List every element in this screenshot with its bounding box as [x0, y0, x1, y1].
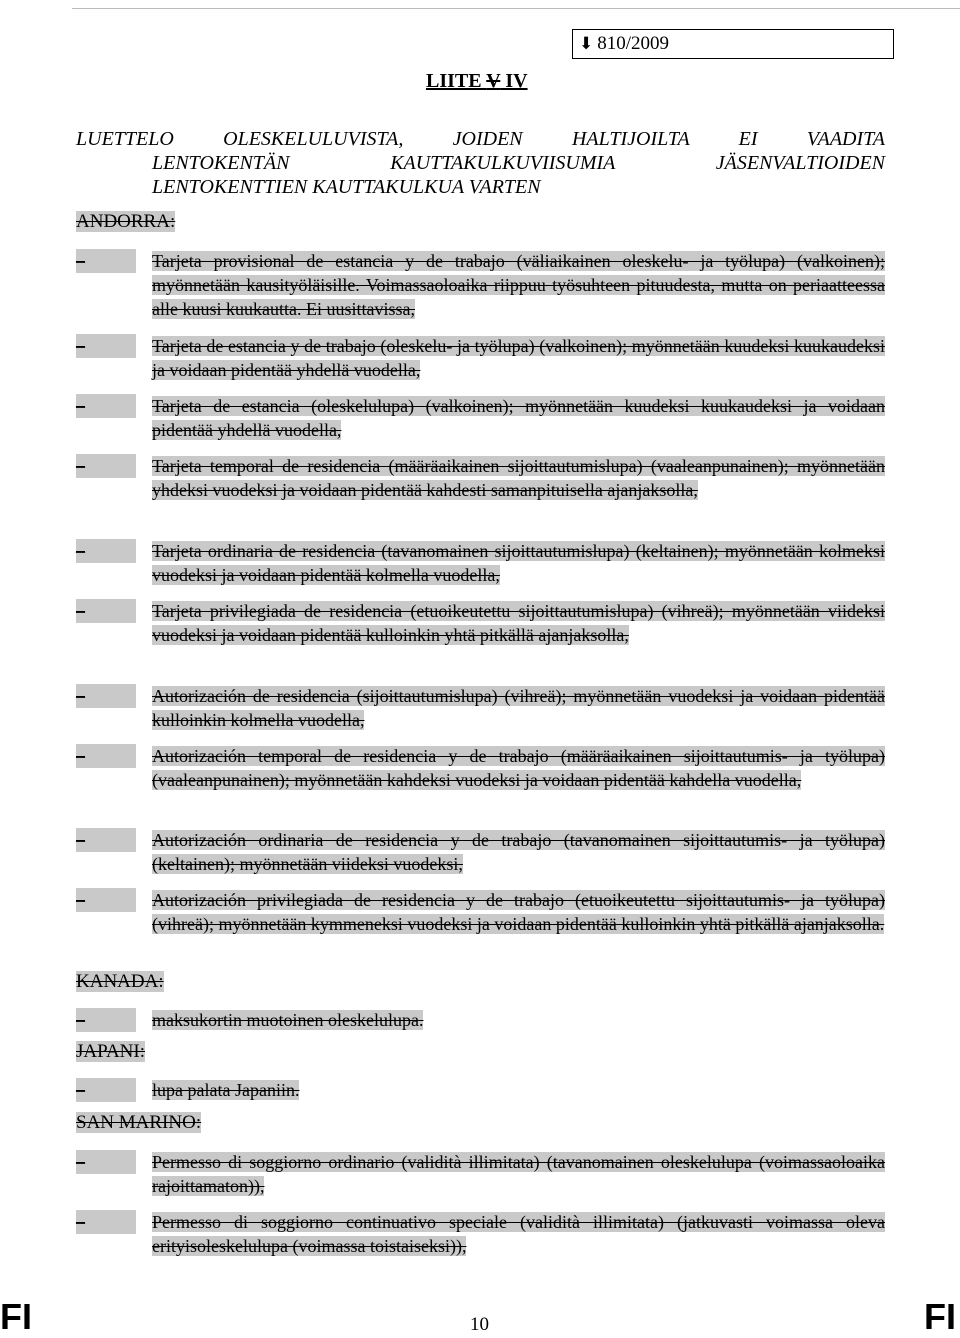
list-item [76, 454, 885, 502]
document-title [76, 127, 885, 199]
annex-title [426, 70, 528, 93]
annex-number: IV [500, 70, 528, 92]
footer-language-left: FI [0, 1296, 32, 1337]
dash-bullet: – [76, 249, 136, 273]
item-text: lupa palata Japaniin. [152, 1080, 300, 1100]
list-item [76, 249, 885, 321]
document-reference: 810/2009 [597, 33, 670, 54]
page-number: 10 [470, 1314, 489, 1335]
dash-bullet: – [76, 744, 136, 768]
list-item [76, 1210, 885, 1258]
item-text: Autorización temporal de residencia y de trabajo (määräaikainen sijoittautumis- ja työlupa) (vaaleanpunainen); myönnetään kahdeksi vuodeksi ja voidaan pidentää kahdella vuodella, [152, 746, 885, 790]
item-text: Permesso di soggiorno ordinario (validità illimitata) (tavanomainen oleskelulupa (voimassaoloaika rajoittamaton)), [152, 1152, 885, 1196]
title-line-2: LENTOKENTÄN KAUTTAKULKUVIISUMIA JÄSENVALTIOIDEN [152, 152, 885, 174]
dash-bullet: – [76, 599, 136, 623]
list-item [76, 394, 885, 442]
list-item [76, 1078, 885, 1102]
item-text: Tarjeta provisional de estancia y de trabajo (väliaikainen oleskelu- ja työlupa) (valkoinen); myönnetään kausityöläisille. Voimassaoloaika riippuu työsuhteen pituudesta, mutta on periaatteessa alle kuusi kuukautta. Ei uusittavissa, [152, 251, 885, 319]
dash-bullet: – [76, 1078, 136, 1102]
annex-struck-number: V [486, 70, 501, 92]
title-line-3: LENTOKENTTIEN KAUTTAKULKUA VARTEN [152, 176, 541, 198]
list-item [76, 599, 885, 647]
dash-bullet: – [76, 394, 136, 418]
item-text: Tarjeta de estancia (oleskelulupa) (valkoinen); myönnetään kuudeksi kuukaudeksi ja voidaan pidentää yhdellä vuodella, [152, 396, 885, 440]
dash-bullet: – [76, 1210, 136, 1234]
item-text: Tarjeta de estancia y de trabajo (oleskelu- ja työlupa) (valkoinen); myönnetään kuudeksi kuukaudeksi ja voidaan pidentää yhdellä vuodella, [152, 336, 885, 380]
item-text: Autorización ordinaria de residencia y de trabajo (tavanomainen sijoittautumis- ja työlupa) (keltainen); myönnetään viideksi vuodeksi, [152, 830, 885, 874]
list-item [76, 1008, 885, 1032]
dash-bullet: – [76, 334, 136, 358]
section-label-san-marino: SAN MARINO: [76, 1112, 202, 1133]
dash-bullet: – [76, 828, 136, 852]
item-text: maksukortin muotoinen oleskelulupa. [152, 1010, 424, 1030]
list-item [76, 828, 885, 876]
item-text: Tarjeta ordinaria de residencia (tavanomainen sijoittautumislupa) (keltainen); myönnetään kolmeksi vuodeksi ja voidaan pidentää kolmella vuodella, [152, 541, 885, 585]
item-text: Permesso di soggiorno continuativo speciale (validità illimitata) (jatkuvasti voimassa oleva erityisoleskelulupa (voimassa toistaiseksi)), [152, 1212, 885, 1256]
dash-bullet: – [76, 539, 136, 563]
dash-bullet: – [76, 888, 136, 912]
dash-bullet: – [76, 684, 136, 708]
section-label-andorra: ANDORRA: [76, 211, 176, 232]
dash-bullet: – [76, 1150, 136, 1174]
list-item [76, 334, 885, 382]
dash-bullet: – [76, 454, 136, 478]
list-item [76, 1150, 885, 1198]
section-label-kanada: KANADA: [76, 971, 164, 992]
section-label-japani: JAPANI: [76, 1041, 145, 1062]
item-text: Autorización de residencia (sijoittautumislupa) (vihreä); myönnetään vuodeksi ja voidaan pidentää kulloinkin kolmella vuodella, [152, 686, 885, 730]
list-item [76, 539, 885, 587]
list-item [76, 888, 885, 936]
top-rule [72, 8, 960, 9]
list-item [76, 684, 885, 732]
item-text: Tarjeta privilegiada de residencia (etuoikeutettu sijoittautumislupa) (vihreä); myönnetään viideksi vuodeksi ja voidaan pidentää kulloinkin yhtä pitkällä ajanjaksolla, [152, 601, 885, 645]
item-text: Autorización privilegiada de residencia y de trabajo (etuoikeutettu sijoittautumis- ja työlupa) (vihreä); myönnetään kymmeneksi vuodeksi ja voidaan pidentää kulloinkin yhtä pitkällä ajanjaksolla. [152, 890, 885, 934]
list-item [76, 744, 885, 792]
item-text: Tarjeta temporal de residencia (määräaikainen sijoittautumislupa) (vaaleanpunainen); myönnetään yhdeksi vuodeksi ja voidaan pidentää kahdesti samanpituisella ajanjaksolla, [152, 456, 885, 500]
down-arrow-icon: ⬇ [579, 34, 594, 54]
document-reference-box [572, 29, 894, 59]
footer-language-right: FI [924, 1296, 956, 1337]
title-line-1: LUETTELO OLESKELULUVISTA, JOIDEN HALTIJOILTA EI VAADITA [76, 128, 885, 150]
dash-bullet: – [76, 1008, 136, 1032]
annex-prefix: LIITE [426, 70, 487, 92]
